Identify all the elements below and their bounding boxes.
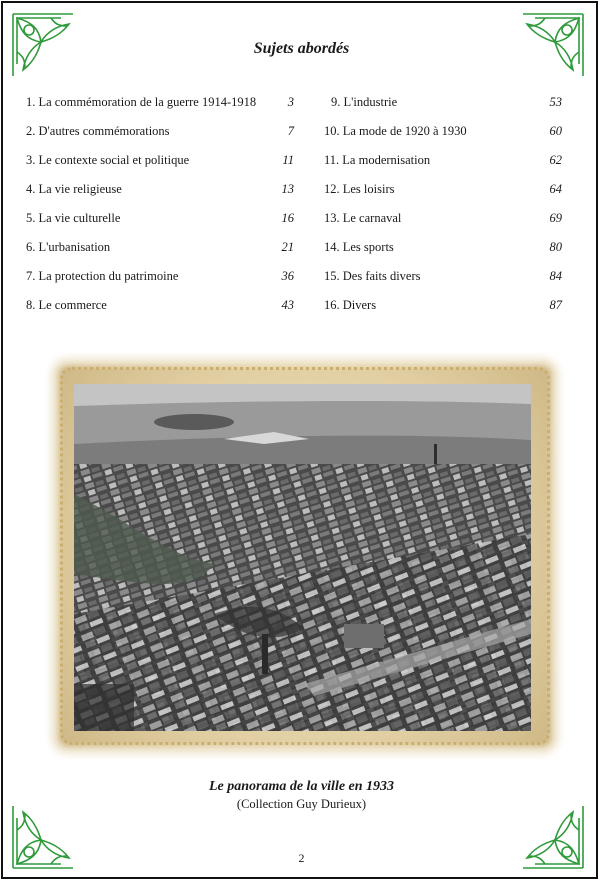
- toc-item[interactable]: [324, 88, 562, 117]
- toc-item-page: 80: [549, 240, 562, 254]
- page-title: Sujets abordés: [253, 40, 350, 57]
- toc-item-page: 7: [287, 124, 294, 138]
- toc-item[interactable]: [324, 233, 562, 262]
- toc-item-label: 13. Le carnaval: [324, 211, 402, 225]
- toc-item-page: 16: [281, 211, 294, 225]
- toc-item-page: 21: [281, 240, 294, 254]
- page-number: 2: [298, 851, 305, 865]
- toc-item-label: 2. D'autres commémorations: [26, 124, 170, 138]
- toc-item[interactable]: [26, 291, 294, 320]
- toc-item-page: 69: [549, 211, 562, 225]
- toc-item-page: 53: [549, 95, 562, 109]
- toc-item-page: 3: [287, 95, 294, 109]
- toc-item-page: 87: [549, 298, 562, 312]
- toc-item-label: 6. L'urbanisation: [26, 240, 111, 254]
- toc-item[interactable]: [324, 262, 562, 291]
- toc-item[interactable]: [324, 117, 562, 146]
- toc-item-page: 84: [549, 269, 562, 283]
- toc-item[interactable]: [26, 262, 294, 291]
- toc-item[interactable]: [324, 291, 562, 320]
- photo-credit: (Collection Guy Durieux): [236, 797, 367, 811]
- toc-item-label: 10. La mode de 1920 à 1930: [324, 124, 467, 138]
- toc-item[interactable]: [324, 146, 562, 175]
- toc-item-page: 64: [549, 182, 562, 196]
- toc-item-label: 3. Le contexte social et politique: [26, 153, 190, 167]
- photo-caption: Le panorama de la ville en 1933: [208, 779, 395, 794]
- toc-item-label: 8. Le commerce: [26, 298, 107, 312]
- toc-item-label: 9. L'industrie: [331, 95, 398, 109]
- toc-left-column: [26, 88, 294, 320]
- toc-item-label: 12. Les loisirs: [324, 182, 395, 196]
- toc-item[interactable]: [26, 117, 294, 146]
- toc-item-page: 60: [549, 124, 562, 138]
- toc-item-label: 15. Des faits divers: [324, 269, 421, 283]
- toc-item-label: 7. La protection du patrimoine: [26, 269, 179, 283]
- toc-item[interactable]: [26, 204, 294, 233]
- toc-item[interactable]: [324, 204, 562, 233]
- toc-item-label: 4. La vie religieuse: [26, 182, 122, 196]
- toc-item-label: 11. La modernisation: [324, 153, 431, 167]
- toc-item-label: 5. La vie culturelle: [26, 211, 121, 225]
- toc-item-page: 62: [549, 153, 562, 167]
- city-panorama-photo: [74, 384, 531, 731]
- toc-item-page: 11: [282, 153, 294, 167]
- toc-item[interactable]: [26, 88, 294, 117]
- toc-item-label: 14. Les sports: [324, 240, 394, 254]
- toc-item[interactable]: [26, 175, 294, 204]
- toc-item[interactable]: [26, 146, 294, 175]
- toc-item-page: 13: [281, 182, 294, 196]
- toc-item-page: 36: [281, 269, 294, 283]
- toc-item-page: 43: [281, 298, 294, 312]
- toc-item-label: 16. Divers: [324, 298, 377, 312]
- toc-item[interactable]: [26, 233, 294, 262]
- toc-right-column: [324, 88, 562, 320]
- toc-item-label: 1. La commémoration de la guerre 1914-1918: [26, 95, 257, 109]
- toc-item[interactable]: [324, 175, 562, 204]
